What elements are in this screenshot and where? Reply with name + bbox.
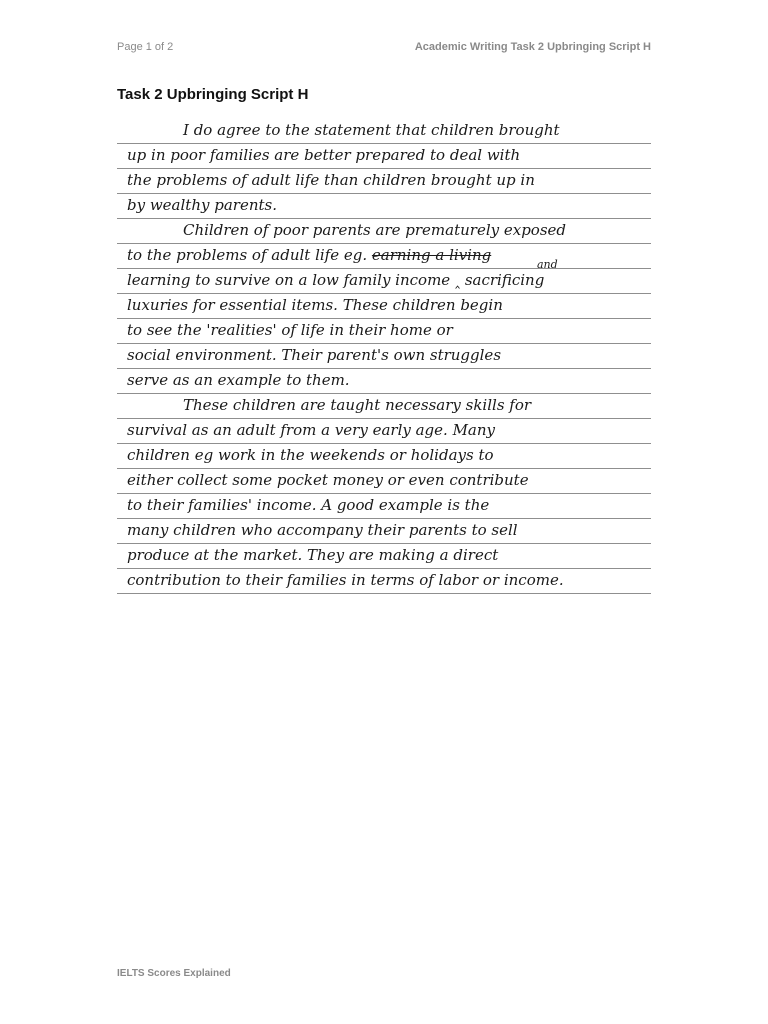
- script-line-6: [117, 243, 651, 269]
- struck-out-text: earning a living: [371, 246, 492, 264]
- script-line-19: [117, 568, 651, 594]
- script-line-11: [117, 368, 651, 394]
- script-line-text: to the problems of adult life eg.: [127, 246, 368, 264]
- script-line-1: [117, 118, 651, 144]
- script-line-10: [117, 343, 651, 369]
- script-line-text: children eg work in the weekends or holidays to: [127, 446, 494, 464]
- script-line-text: up in poor families are better prepared to deal with: [127, 146, 521, 164]
- caret-mark: ‸: [454, 271, 461, 289]
- script-line-9: [117, 318, 651, 344]
- script-line-12: [117, 393, 651, 419]
- running-header: Academic Writing Task 2 Upbringing Script H: [414, 41, 651, 53]
- script-line-8: [117, 293, 651, 319]
- script-line-text: either collect some pocket money or even contribute: [127, 471, 529, 489]
- script-line-text: I do agree to the statement that children brought: [183, 121, 560, 139]
- script-line-2: [117, 143, 651, 169]
- continuation-text: sacrificing: [464, 271, 545, 289]
- script-line-5: [117, 218, 651, 244]
- script-line-14: [117, 443, 651, 469]
- script-line-text: learning to survive on a low family income: [127, 271, 451, 289]
- script-line-text: social environment. Their parent's own struggles: [127, 346, 502, 364]
- page-number: Page 1 of 2: [117, 41, 174, 53]
- script-line-3: [117, 168, 651, 194]
- script-line-text: produce at the market. They are making a direct: [127, 546, 499, 564]
- script-line-text: to see the 'realities' of life in their home or: [127, 321, 453, 339]
- page-footer: IELTS Scores Explained: [117, 968, 231, 979]
- script-line-text: contribution to their families in terms of labor or income.: [127, 571, 564, 589]
- script-line-7: [117, 268, 651, 294]
- script-line-16: [117, 493, 651, 519]
- script-line-text: Children of poor parents are prematurely exposed: [183, 221, 567, 239]
- script-line-text: many children who accompany their parents to sell: [127, 521, 518, 539]
- handwritten-script: [117, 118, 651, 608]
- script-line-text: the problems of adult life than children brought up in: [127, 171, 535, 189]
- script-line-text: survival as an adult from a very early age. Many: [127, 421, 496, 439]
- script-line-13: [117, 418, 651, 444]
- script-line-17: [117, 518, 651, 544]
- script-line-text: to their families' income. A good example is the: [127, 496, 490, 514]
- script-line-15: [117, 468, 651, 494]
- script-line-text: by wealthy parents.: [127, 196, 277, 214]
- page-title: Task 2 Upbringing Script H: [117, 86, 309, 103]
- script-line-text: These children are taught necessary skills for: [183, 396, 532, 414]
- script-line-4: [117, 193, 651, 219]
- script-line-text: serve as an example to them.: [127, 371, 350, 389]
- script-line-text: luxuries for essential items. These children begin: [127, 296, 503, 314]
- inserted-word: and: [537, 258, 558, 271]
- script-line-18: [117, 543, 651, 569]
